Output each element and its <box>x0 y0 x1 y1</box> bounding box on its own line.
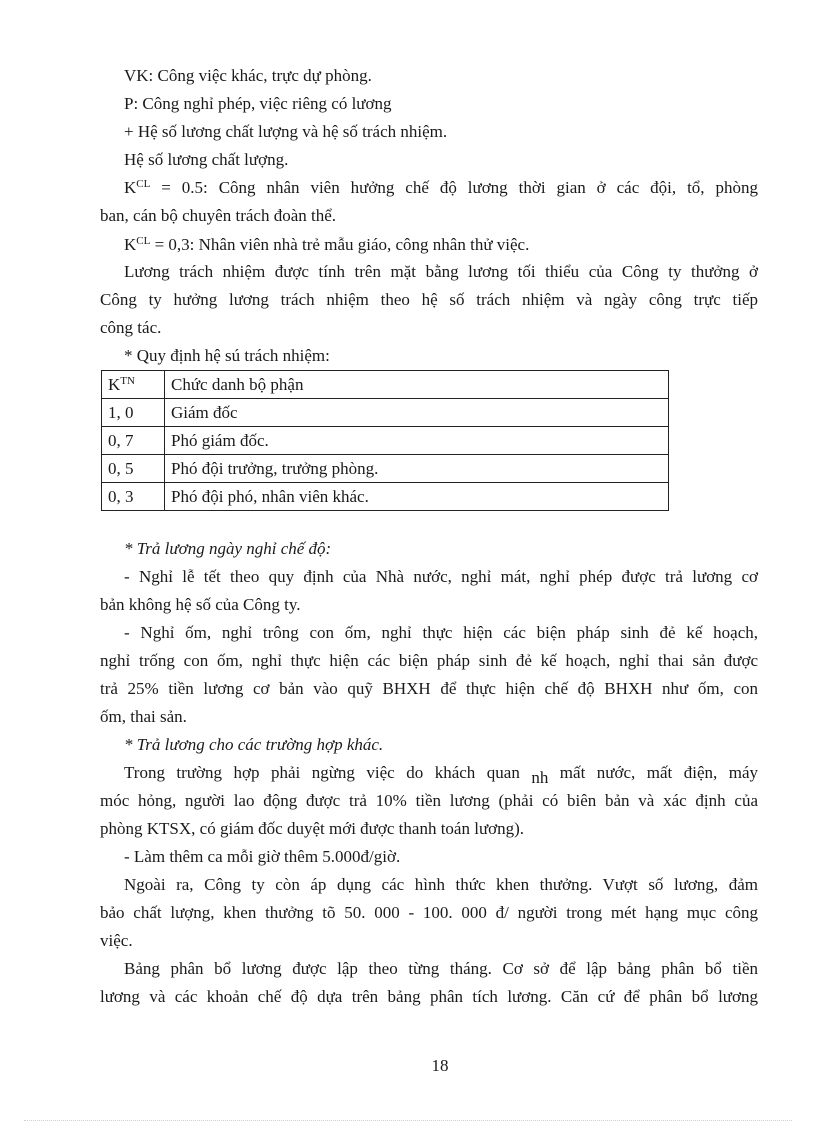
text-line: - Làm thêm ca mỗi giờ thêm 5.000đ/giờ. <box>124 847 401 866</box>
table-cell: 1, 0 <box>102 399 165 427</box>
text-segment: = 0.5: Công nhân viên hưởng chế độ lương thời gian ở các đội, tổ, phòng <box>150 178 758 197</box>
text-line: móc hỏng, người lao động được trả 10% tiền lương (phải có biên bản và xác định của <box>100 791 758 810</box>
k-symbol: K <box>124 178 137 197</box>
table-header-cell: $K^{TN}$ <box>102 371 165 399</box>
section-heading: * Trả lương cho các trường hợp khác. <box>124 735 384 754</box>
text-line: VK: Công việc khác, trực dự phòng. <box>124 66 372 85</box>
text-segment: Trong trường hợp phải ngừng việc do khách quan <box>124 763 532 782</box>
text-line: ốm, thai sản. <box>100 707 187 726</box>
table-cell: Phó giám đốc. <box>165 427 669 455</box>
text-line: - Nghỉ ốm, nghỉ trông con ốm, nghỉ thực hiện các biện pháp sinh đẻ kế hoạch, <box>124 623 758 642</box>
text-line: nghỉ trống con ốm, nghỉ thực hiện các biện pháp sinh đẻ kế hoạch, nghỉ thai sản được <box>100 651 758 670</box>
table-cell: Giám đốc <box>165 399 669 427</box>
text-line <box>124 174 758 202</box>
k-superscript: CL <box>136 178 151 190</box>
text-line: phòng KTSX, có giám đốc duyệt mới được thanh toán lương). <box>100 819 525 838</box>
table-cell: 0, 3 <box>102 483 165 511</box>
page-number: 18 <box>431 1056 449 1075</box>
text-line: Hệ số lương chất lượng. <box>124 150 289 169</box>
section-heading: * Trả lương ngày nghỉ chế độ: <box>124 539 332 558</box>
table-cell: Phó đội trưởng, trưởng phòng. <box>165 455 669 483</box>
text-line: bản không hệ số của Công ty. <box>100 595 301 614</box>
text-line: việc. <box>100 931 133 950</box>
text-line: bảo chất lượng, khen thưởng tõ 50. 000 - 100. 000 đ/ người trong mét hạng mục công <box>100 903 758 922</box>
text-line: - Nghỉ lễ tết theo quy định của Nhà nước, nghỉ mát, nghỉ phép được trả lương cơ <box>124 567 758 586</box>
k-symbol: K <box>124 235 137 254</box>
text-line: * Quy định hệ sú trách nhiệm: <box>124 346 330 365</box>
text-line: Ngoài ra, Công ty còn áp dụng các hình thức khen thưởng. Vượt số lương, đảm <box>124 875 758 894</box>
text-line: + Hệ số lương chất lượng và hệ số trách nhiệm. <box>124 122 448 141</box>
text-line <box>124 759 758 787</box>
table-cell: Phó đội phó, nhân viên khác. <box>165 483 669 511</box>
text-segment: = 0,3: Nhân viên nhà trẻ mẫu giáo, công nhân thử việc. <box>150 235 530 254</box>
text-line: công tác. <box>100 318 162 337</box>
text-line: trả 25% tiền lương cơ bản vào quỹ BHXH để thực hiện chế độ BHXH như ốm, con <box>100 679 758 698</box>
table-row <box>102 483 669 511</box>
text-line <box>124 231 758 259</box>
table-header-cell: Chức danh bộ phận <box>165 371 669 399</box>
k-superscript: CL <box>136 235 151 247</box>
table-row <box>102 427 669 455</box>
text-line: P: Công nghỉ phép, việc riêng có lương <box>124 94 392 113</box>
subscript-fragment: nh <box>531 768 549 787</box>
responsibility-coefficient-table <box>101 370 669 511</box>
table-cell: 0, 7 <box>102 427 165 455</box>
text-line: ban, cán bộ chuyên trách đoàn thể. <box>100 206 337 225</box>
text-line: lương và các khoản chế độ dựa trên bảng phân tích lương. Căn cứ để phân bổ lương <box>100 987 758 1006</box>
table-cell: 0, 5 <box>102 455 165 483</box>
text-line: Công ty hưởng lương trách nhiệm theo hệ số trách nhiệm và ngày công trực tiếp <box>100 290 758 309</box>
table-row <box>102 399 669 427</box>
table-header-row <box>102 371 669 399</box>
text-line: Lương trách nhiệm được tính trên mặt bằng lương tối thiểu của Công ty thưởng ở <box>124 262 758 281</box>
text-line: Bảng phân bổ lương được lập theo từng tháng. Cơ sở để lập bảng phân bổ tiền <box>124 959 758 978</box>
footer-divider <box>24 1120 792 1121</box>
text-segment: mất nước, mất điện, máy <box>548 763 758 782</box>
table-row <box>102 455 669 483</box>
